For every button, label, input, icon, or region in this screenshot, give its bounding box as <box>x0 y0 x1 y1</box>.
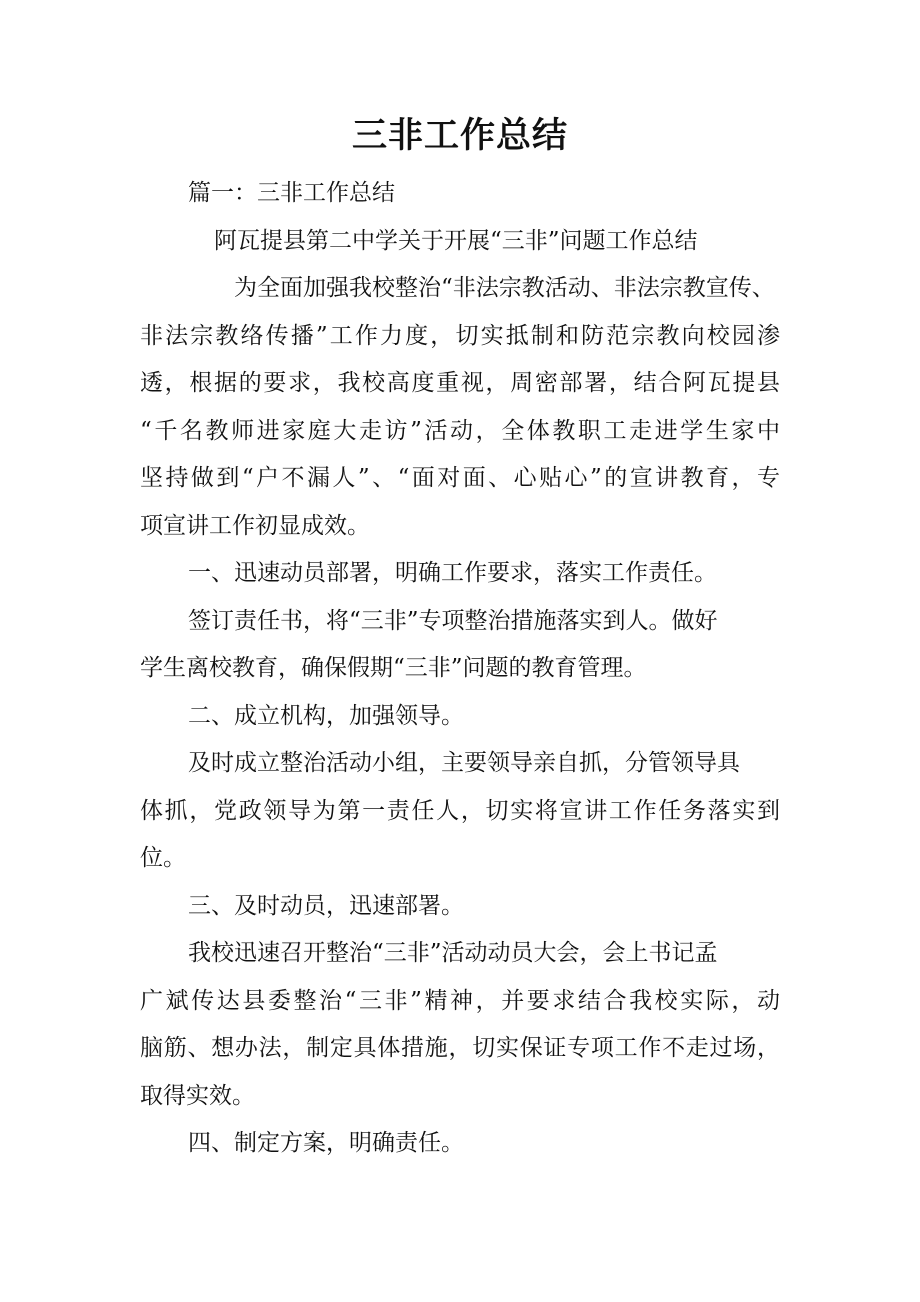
paragraph-line: 学生离校教育，确保假期“三非”问题的教育管理。 <box>140 655 647 681</box>
subtitle-line: 阿瓦提县第二中学关于开展“三非”问题工作总结 <box>214 227 698 254</box>
paragraph-line: 坚持做到“户不漏人”、“面对面、心贴心”的宣讲教育，专 <box>140 465 780 491</box>
paragraph-line: 签订责任书，将“三非”专项整治措施落实到人。做好 <box>188 607 718 634</box>
paragraph-line: 透，根据的要求，我校高度重视，周密部署，结合阿瓦提县 <box>140 370 780 396</box>
paragraph-line: 位。 <box>140 845 186 871</box>
paragraph-line: 为全面加强我校整治“非法宗教活动、非法宗教宣传、 <box>234 275 775 301</box>
paragraph-line: 我校迅速召开整治“三非”活动动员大会，会上书记孟 <box>188 940 718 966</box>
section-heading: 一、迅速动员部署，明确工作要求，落实工作责任。 <box>188 560 717 586</box>
section-heading: 三、及时动员，迅速部署。 <box>188 892 464 919</box>
paragraph-line: 脑筋、想办法，制定具体措施，切实保证专项工作不走过场， <box>140 1035 780 1061</box>
document-title: 三非工作总结 <box>351 116 568 156</box>
paragraph-line: 项宣讲工作初显成效。 <box>140 512 370 539</box>
document-body <box>140 170 780 1168</box>
paragraph-line: “千名教师进家庭大走访”活动，全体教职工走进学生家中 <box>140 417 780 444</box>
paragraph-line: 及时成立整治活动小组，主要领导亲自抓，分管领导具 <box>188 750 740 776</box>
paragraph-line: 体抓，党政领导为第一责任人，切实将宣讲工作任务落实到 <box>140 797 780 824</box>
paragraph-line: 非法宗教络传播”工作力度，切实抵制和防范宗教向校园渗 <box>140 322 780 349</box>
section-heading: 四、制定方案，明确责任。 <box>188 1130 464 1156</box>
section-heading: 篇一：三非工作总结 <box>188 180 395 206</box>
section-heading: 二、成立机构，加强领导。 <box>188 702 464 729</box>
paragraph-line: 取得实效。 <box>140 1082 255 1109</box>
paragraph-line: 广斌传达县委整治“三非”精神，并要求结合我校实际，动 <box>140 987 780 1014</box>
